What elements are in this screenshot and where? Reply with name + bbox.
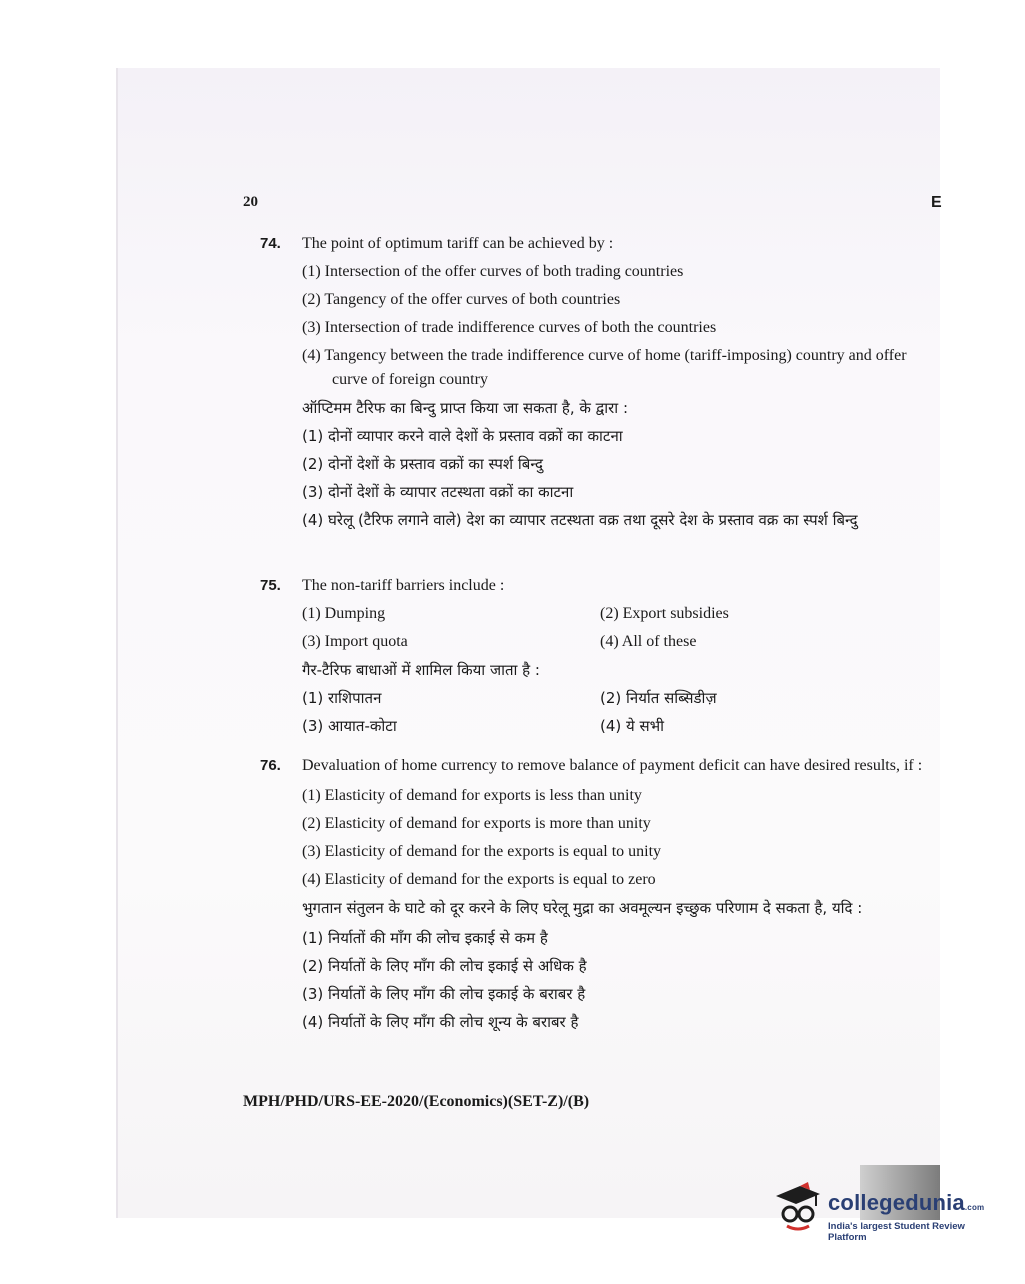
option-en: (1) Intersection of the offer curves of both trading countries [302, 263, 684, 280]
question-text-en: The point of optimum tariff can be achieved by : [302, 235, 614, 252]
option-en: (4) Elasticity of demand for the exports is equal to zero [302, 871, 656, 888]
paper-code-footer: MPH/PHD/URS-EE-2020/(Economics)(SET-Z)/(B) [243, 1093, 590, 1110]
option-en: (3) Import quota [302, 633, 408, 650]
option-hi: (2) दोनों देशों के प्रस्ताव वक्रों का स्पर्श बिन्दु [302, 455, 543, 473]
option-hi: (1) निर्यातों की माँग की लोच इकाई से कम है [302, 929, 548, 947]
question-number: 75. [260, 577, 281, 594]
question-number: 74. [260, 235, 281, 252]
option-hi: (2) निर्यातों के लिए माँग की लोच इकाई से अधिक है [302, 957, 587, 975]
option-hi: (4) निर्यातों के लिए माँग की लोच शून्य के बराबर है [302, 1013, 579, 1031]
option-en: (2) Export subsidies [600, 605, 729, 622]
watermark-tagline: India's largest Student Review Platform [828, 1221, 965, 1243]
question-76 [260, 752, 940, 1036]
question-text-hi: भुगतान संतुलन के घाटे को दूर करने के लिए घरेलू मुद्रा का अवमूल्यन इच्छुक परिणाम दे सकता है, यदि : [302, 899, 863, 917]
question-74 [260, 230, 940, 532]
question-text-hi: गैर-टैरिफ बाधाओं में शामिल किया जाता है : [302, 661, 540, 679]
watermark-brand [828, 1190, 984, 1216]
brand-domain: .com [964, 1203, 985, 1212]
option-hi: (4) घरेलू (टैरिफ लगाने वाले) देश का व्यापार तटस्थता वक्र तथा दूसरे देश के प्रस्ताव वक्र का स्पर्श बिन्दु [302, 511, 858, 529]
option-en: (4) Tangency between the trade indifference curve of home (tariff-imposing) country and offer curve of foreign country [302, 347, 907, 388]
option-en: (4) All of these [600, 633, 697, 650]
question-text-hi: ऑप्टिमम टैरिफ का बिन्दु प्राप्त किया जा सकता है, के द्वारा : [302, 399, 629, 417]
option-en: (3) Intersection of trade indifference curves of both the countries [302, 319, 717, 336]
option-en: (2) Elasticity of demand for exports is more than unity [302, 815, 651, 832]
graduate-icon [770, 1182, 822, 1234]
options-hi [302, 684, 940, 740]
option-en: (2) Tangency of the offer curves of both countries [302, 291, 621, 308]
question-text-en: The non-tariff barriers include : [302, 577, 505, 594]
page-number: 20 [243, 194, 258, 210]
option-hi: (1) दोनों व्यापार करने वाले देशों के प्रस्ताव वक्रों का काटना [302, 427, 623, 445]
option-en: (1) Dumping [302, 605, 386, 622]
option-hi: (3) निर्यातों के लिए माँग की लोच इकाई के बराबर है [302, 985, 586, 1003]
question-number: 76. [260, 757, 281, 774]
brand-name: collegedunia [828, 1190, 965, 1215]
option-hi: (3) दोनों देशों के व्यापार तटस्थता वक्रों का काटना [302, 483, 574, 501]
option-hi: (2) निर्यात सब्सिडीज़ [600, 689, 717, 707]
corner-mark: E [931, 194, 942, 211]
question-75 [260, 572, 940, 740]
option-hi: (3) आयात-कोटा [302, 717, 397, 735]
options-en [302, 600, 940, 656]
option-en: (1) Elasticity of demand for exports is less than unity [302, 787, 642, 804]
option-hi: (4) ये सभी [600, 717, 665, 735]
collegedunia-watermark [770, 1178, 1000, 1248]
option-en: (3) Elasticity of demand for the exports is equal to unity [302, 843, 662, 860]
question-text-en: Devaluation of home currency to remove balance of payment deficit can have desired results, if : [302, 757, 923, 774]
option-hi: (1) राशिपातन [302, 689, 382, 707]
